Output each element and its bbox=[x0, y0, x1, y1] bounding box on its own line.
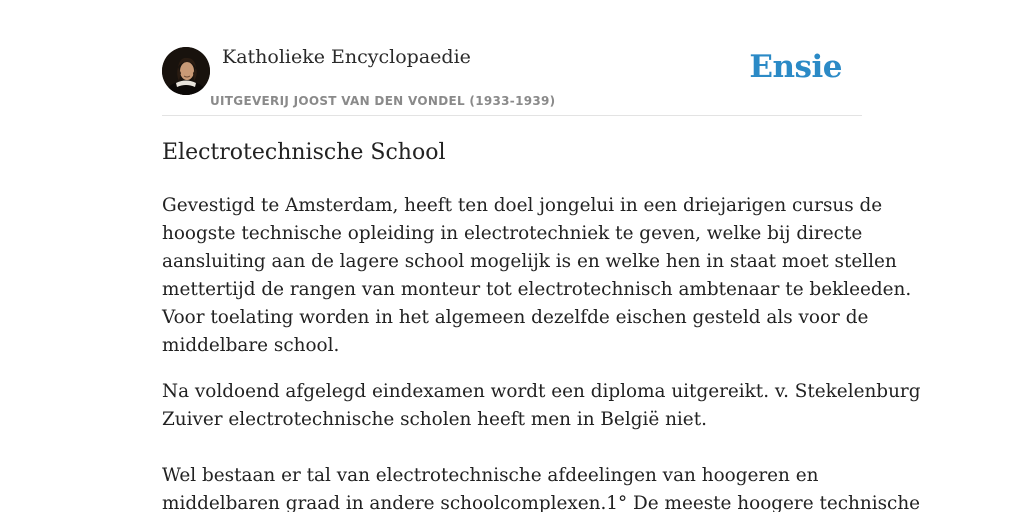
paragraph-line: Zuiver electrotechnische scholen heeft men in België niet. bbox=[162, 409, 707, 430]
article-body bbox=[162, 192, 921, 512]
paragraph-line: Na voldoend afgelegd eindexamen wordt een diploma uitgereikt. v. Stekelenburg bbox=[162, 381, 921, 402]
article-title: Electrotechnische School bbox=[162, 140, 446, 165]
paragraph-line: middelbaren graad in andere schoolcomplexen.1° De meeste hoogere technische bbox=[162, 493, 921, 512]
paragraph-line: mettertijd de rangen van monteur tot electrotechnisch ambtenaar te bekleeden. bbox=[162, 279, 912, 300]
portrait-icon bbox=[162, 47, 210, 95]
paragraph-spacer bbox=[162, 434, 862, 462]
ensie-logo[interactable]: Ensie bbox=[749, 49, 842, 85]
paragraph-spacer bbox=[162, 360, 862, 378]
paragraph-line: Wel bestaan er tal van electrotechnische afdeelingen van hoogeren en bbox=[162, 465, 819, 486]
portrait-avatar[interactable] bbox=[162, 47, 210, 95]
book-title[interactable]: Katholieke Encyclopaedie bbox=[222, 46, 471, 68]
paragraph-line: middelbare school. bbox=[162, 335, 340, 356]
publisher-label: UITGEVERIJ JOOST VAN DEN VONDEL (1933-1939) bbox=[210, 94, 556, 108]
paragraph-line: Voor toelating worden in het algemeen dezelfde eischen gesteld als voor de bbox=[162, 307, 869, 328]
paragraph-line: Gevestigd te Amsterdam, heeft ten doel jongelui in een driejarigen cursus de bbox=[162, 195, 883, 216]
paragraph-line: hoogste technische opleiding in electrotechniek te geven, welke bij directe bbox=[162, 223, 863, 244]
book-header bbox=[162, 45, 862, 116]
paragraph-line: aansluiting aan de lagere school mogelijk is en welke hen in staat moet stellen bbox=[162, 251, 897, 272]
